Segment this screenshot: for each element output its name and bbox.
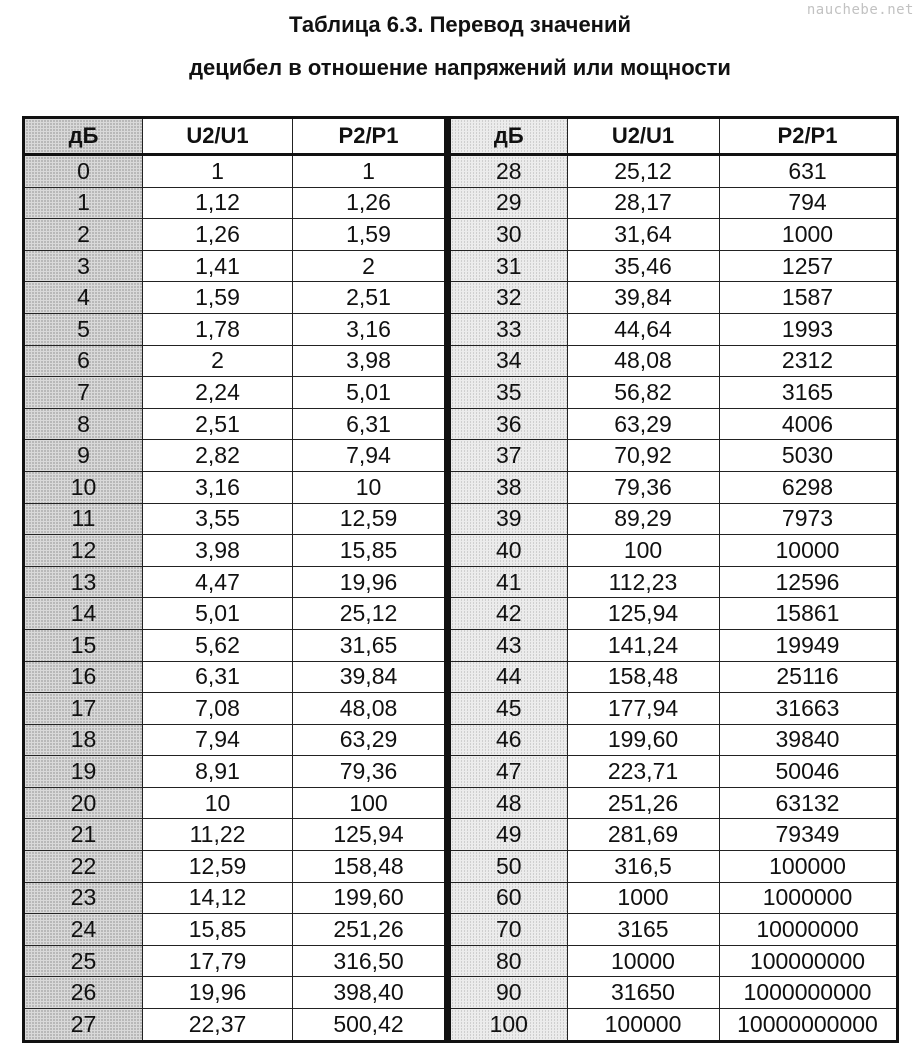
cell-power-ratio: 48,08 <box>293 693 446 725</box>
cell-power-ratio: 25,12 <box>293 598 446 630</box>
cell-voltage-ratio: 177,94 <box>567 693 719 725</box>
cell-voltage-ratio: 100 <box>567 535 719 567</box>
cell-db: 50 <box>449 851 567 883</box>
cell-db: 30 <box>449 219 567 251</box>
cell-voltage-ratio: 251,26 <box>567 787 719 819</box>
conversion-tables <box>22 116 892 1050</box>
cell-power-ratio: 500,42 <box>293 1009 446 1042</box>
cell-db: 46 <box>449 724 567 756</box>
cell-voltage-ratio: 6,31 <box>143 661 293 693</box>
cell-voltage-ratio: 141,24 <box>567 629 719 661</box>
cell-db: 90 <box>449 977 567 1009</box>
cell-voltage-ratio: 17,79 <box>143 945 293 977</box>
cell-db: 24 <box>24 914 143 946</box>
cell-db: 44 <box>449 661 567 693</box>
cell-db: 42 <box>449 598 567 630</box>
right-conversion-table <box>447 116 899 1043</box>
table-row <box>24 945 446 977</box>
cell-voltage-ratio: 19,96 <box>143 977 293 1009</box>
cell-power-ratio: 3165 <box>719 377 897 409</box>
cell-voltage-ratio: 10 <box>143 787 293 819</box>
table-row <box>24 661 446 693</box>
table-row <box>449 219 897 251</box>
cell-voltage-ratio: 89,29 <box>567 503 719 535</box>
table-row <box>449 977 897 1009</box>
cell-power-ratio: 158,48 <box>293 851 446 883</box>
table-row <box>24 535 446 567</box>
cell-db: 47 <box>449 756 567 788</box>
cell-power-ratio: 39,84 <box>293 661 446 693</box>
cell-db: 7 <box>24 377 143 409</box>
cell-power-ratio: 4006 <box>719 408 897 440</box>
cell-db: 33 <box>449 313 567 345</box>
cell-power-ratio: 100000000 <box>719 945 897 977</box>
cell-power-ratio: 5,01 <box>293 377 446 409</box>
table-row <box>24 724 446 756</box>
cell-db: 11 <box>24 503 143 535</box>
cell-voltage-ratio: 8,91 <box>143 756 293 788</box>
cell-power-ratio: 6,31 <box>293 408 446 440</box>
table-row <box>449 503 897 535</box>
cell-db: 32 <box>449 282 567 314</box>
cell-power-ratio: 1 <box>293 155 446 188</box>
table-row <box>24 882 446 914</box>
table-row <box>24 440 446 472</box>
cell-voltage-ratio: 31650 <box>567 977 719 1009</box>
cell-db: 41 <box>449 566 567 598</box>
cell-power-ratio: 794 <box>719 187 897 219</box>
header-row <box>449 118 897 155</box>
cell-voltage-ratio: 3,16 <box>143 471 293 503</box>
table-row <box>449 945 897 977</box>
cell-db: 22 <box>24 851 143 883</box>
table-row <box>24 250 446 282</box>
table-row <box>449 661 897 693</box>
cell-voltage-ratio: 15,85 <box>143 914 293 946</box>
table-row <box>24 566 446 598</box>
table-row <box>449 882 897 914</box>
cell-power-ratio: 19949 <box>719 629 897 661</box>
cell-power-ratio: 10 <box>293 471 446 503</box>
cell-power-ratio: 12596 <box>719 566 897 598</box>
cell-voltage-ratio: 39,84 <box>567 282 719 314</box>
table-row <box>24 787 446 819</box>
cell-power-ratio: 1,59 <box>293 219 446 251</box>
cell-voltage-ratio: 63,29 <box>567 408 719 440</box>
table-title-line-1: Таблица 6.3. Перевод значений <box>288 12 632 37</box>
cell-voltage-ratio: 79,36 <box>567 471 719 503</box>
cell-power-ratio: 2312 <box>719 345 897 377</box>
cell-db: 40 <box>449 535 567 567</box>
cell-db: 15 <box>24 629 143 661</box>
table-row <box>24 313 446 345</box>
cell-db: 60 <box>449 882 567 914</box>
cell-db: 43 <box>449 629 567 661</box>
cell-voltage-ratio: 1,12 <box>143 187 293 219</box>
cell-db: 25 <box>24 945 143 977</box>
cell-power-ratio: 1000 <box>719 219 897 251</box>
cell-power-ratio: 25116 <box>719 661 897 693</box>
cell-voltage-ratio: 7,08 <box>143 693 293 725</box>
table-row <box>449 471 897 503</box>
cell-power-ratio: 100000 <box>719 851 897 883</box>
cell-db: 80 <box>449 945 567 977</box>
cell-power-ratio: 3,16 <box>293 313 446 345</box>
table-row <box>449 819 897 851</box>
cell-power-ratio: 15,85 <box>293 535 446 567</box>
table-row <box>449 313 897 345</box>
cell-power-ratio: 6298 <box>719 471 897 503</box>
cell-voltage-ratio: 125,94 <box>567 598 719 630</box>
table-row <box>24 503 446 535</box>
cell-power-ratio: 199,60 <box>293 882 446 914</box>
table-row <box>449 724 897 756</box>
cell-voltage-ratio: 2,24 <box>143 377 293 409</box>
cell-db: 0 <box>24 155 143 188</box>
cell-voltage-ratio: 3165 <box>567 914 719 946</box>
cell-power-ratio: 5030 <box>719 440 897 472</box>
cell-voltage-ratio: 158,48 <box>567 661 719 693</box>
table-row <box>449 535 897 567</box>
cell-power-ratio: 125,94 <box>293 819 446 851</box>
table-row <box>449 914 897 946</box>
cell-voltage-ratio: 35,46 <box>567 250 719 282</box>
table-row <box>24 977 446 1009</box>
cell-power-ratio: 1587 <box>719 282 897 314</box>
table-title-line-2: децибел в отношение напряжений или мощности <box>189 55 731 80</box>
cell-power-ratio: 398,40 <box>293 977 446 1009</box>
cell-db: 29 <box>449 187 567 219</box>
table-row <box>24 408 446 440</box>
cell-voltage-ratio: 70,92 <box>567 440 719 472</box>
cell-db: 35 <box>449 377 567 409</box>
table-row <box>24 282 446 314</box>
cell-db: 100 <box>449 1009 567 1042</box>
cell-db: 36 <box>449 408 567 440</box>
left-conversion-table <box>22 116 447 1043</box>
cell-power-ratio: 39840 <box>719 724 897 756</box>
table-row <box>449 155 897 188</box>
cell-db: 5 <box>24 313 143 345</box>
cell-db: 1 <box>24 187 143 219</box>
cell-power-ratio: 79349 <box>719 819 897 851</box>
cell-power-ratio: 100 <box>293 787 446 819</box>
cell-voltage-ratio: 223,71 <box>567 756 719 788</box>
table-row <box>449 756 897 788</box>
table-row <box>24 471 446 503</box>
cell-db: 9 <box>24 440 143 472</box>
cell-voltage-ratio: 4,47 <box>143 566 293 598</box>
cell-db: 70 <box>449 914 567 946</box>
cell-power-ratio: 31,65 <box>293 629 446 661</box>
cell-db: 48 <box>449 787 567 819</box>
table-row <box>449 566 897 598</box>
cell-voltage-ratio: 1000 <box>567 882 719 914</box>
cell-voltage-ratio: 1,59 <box>143 282 293 314</box>
cell-power-ratio: 316,50 <box>293 945 446 977</box>
cell-db: 3 <box>24 250 143 282</box>
cell-power-ratio: 1993 <box>719 313 897 345</box>
table-row <box>24 819 446 851</box>
cell-power-ratio: 50046 <box>719 756 897 788</box>
cell-power-ratio: 79,36 <box>293 756 446 788</box>
cell-db: 18 <box>24 724 143 756</box>
table-row <box>449 629 897 661</box>
cell-voltage-ratio: 1 <box>143 155 293 188</box>
table-row <box>449 345 897 377</box>
cell-voltage-ratio: 1,78 <box>143 313 293 345</box>
cell-db: 13 <box>24 566 143 598</box>
table-row <box>449 851 897 883</box>
cell-db: 4 <box>24 282 143 314</box>
cell-voltage-ratio: 2,51 <box>143 408 293 440</box>
table-row <box>449 1009 897 1042</box>
cell-db: 37 <box>449 440 567 472</box>
header-power-ratio: P2/P1 <box>293 118 446 155</box>
cell-db: 16 <box>24 661 143 693</box>
table-row <box>24 345 446 377</box>
cell-voltage-ratio: 11,22 <box>143 819 293 851</box>
cell-voltage-ratio: 44,64 <box>567 313 719 345</box>
header-voltage-ratio: U2/U1 <box>567 118 719 155</box>
cell-db: 27 <box>24 1009 143 1042</box>
cell-power-ratio: 1000000000 <box>719 977 897 1009</box>
cell-voltage-ratio: 28,17 <box>567 187 719 219</box>
table-row <box>449 187 897 219</box>
cell-power-ratio: 31663 <box>719 693 897 725</box>
cell-voltage-ratio: 281,69 <box>567 819 719 851</box>
table-row <box>24 693 446 725</box>
cell-power-ratio: 1,26 <box>293 187 446 219</box>
cell-voltage-ratio: 112,23 <box>567 566 719 598</box>
table-row <box>24 914 446 946</box>
cell-power-ratio: 19,96 <box>293 566 446 598</box>
table-row <box>449 377 897 409</box>
cell-power-ratio: 251,26 <box>293 914 446 946</box>
cell-power-ratio: 2 <box>293 250 446 282</box>
cell-voltage-ratio: 22,37 <box>143 1009 293 1042</box>
cell-voltage-ratio: 14,12 <box>143 882 293 914</box>
cell-power-ratio: 2,51 <box>293 282 446 314</box>
header-row <box>24 118 446 155</box>
cell-voltage-ratio: 48,08 <box>567 345 719 377</box>
table-row <box>449 598 897 630</box>
cell-voltage-ratio: 316,5 <box>567 851 719 883</box>
cell-power-ratio: 631 <box>719 155 897 188</box>
cell-power-ratio: 7973 <box>719 503 897 535</box>
cell-db: 38 <box>449 471 567 503</box>
table-row <box>449 408 897 440</box>
cell-voltage-ratio: 5,62 <box>143 629 293 661</box>
cell-voltage-ratio: 25,12 <box>567 155 719 188</box>
cell-power-ratio: 63,29 <box>293 724 446 756</box>
cell-voltage-ratio: 10000 <box>567 945 719 977</box>
cell-db: 2 <box>24 219 143 251</box>
cell-db: 39 <box>449 503 567 535</box>
cell-power-ratio: 15861 <box>719 598 897 630</box>
cell-power-ratio: 63132 <box>719 787 897 819</box>
cell-power-ratio: 3,98 <box>293 345 446 377</box>
table-row <box>24 598 446 630</box>
table-row <box>449 787 897 819</box>
cell-voltage-ratio: 2 <box>143 345 293 377</box>
table-row <box>24 219 446 251</box>
cell-voltage-ratio: 12,59 <box>143 851 293 883</box>
cell-power-ratio: 7,94 <box>293 440 446 472</box>
table-row <box>449 440 897 472</box>
cell-voltage-ratio: 100000 <box>567 1009 719 1042</box>
cell-voltage-ratio: 7,94 <box>143 724 293 756</box>
cell-power-ratio: 1257 <box>719 250 897 282</box>
cell-power-ratio: 10000000000 <box>719 1009 897 1042</box>
cell-voltage-ratio: 3,98 <box>143 535 293 567</box>
table-row <box>449 250 897 282</box>
cell-db: 34 <box>449 345 567 377</box>
cell-db: 31 <box>449 250 567 282</box>
cell-voltage-ratio: 31,64 <box>567 219 719 251</box>
table-row <box>24 756 446 788</box>
table-row <box>24 155 446 188</box>
table-row <box>24 851 446 883</box>
cell-db: 21 <box>24 819 143 851</box>
header-db: дБ <box>24 118 143 155</box>
cell-voltage-ratio: 56,82 <box>567 377 719 409</box>
cell-db: 10 <box>24 471 143 503</box>
cell-db: 28 <box>449 155 567 188</box>
header-db: дБ <box>449 118 567 155</box>
cell-db: 20 <box>24 787 143 819</box>
cell-voltage-ratio: 199,60 <box>567 724 719 756</box>
cell-voltage-ratio: 1,41 <box>143 250 293 282</box>
cell-db: 6 <box>24 345 143 377</box>
cell-db: 26 <box>24 977 143 1009</box>
table-row <box>24 377 446 409</box>
cell-voltage-ratio: 2,82 <box>143 440 293 472</box>
cell-power-ratio: 12,59 <box>293 503 446 535</box>
cell-power-ratio: 10000000 <box>719 914 897 946</box>
table-row <box>24 187 446 219</box>
cell-db: 14 <box>24 598 143 630</box>
cell-db: 12 <box>24 535 143 567</box>
cell-voltage-ratio: 5,01 <box>143 598 293 630</box>
cell-db: 17 <box>24 693 143 725</box>
cell-voltage-ratio: 3,55 <box>143 503 293 535</box>
table-row <box>24 629 446 661</box>
table-row <box>24 1009 446 1042</box>
header-power-ratio: P2/P1 <box>719 118 897 155</box>
header-voltage-ratio: U2/U1 <box>143 118 293 155</box>
cell-db: 49 <box>449 819 567 851</box>
cell-db: 8 <box>24 408 143 440</box>
cell-power-ratio: 1000000 <box>719 882 897 914</box>
table-row <box>449 282 897 314</box>
cell-db: 23 <box>24 882 143 914</box>
cell-power-ratio: 10000 <box>719 535 897 567</box>
cell-db: 19 <box>24 756 143 788</box>
cell-voltage-ratio: 1,26 <box>143 219 293 251</box>
table-row <box>449 693 897 725</box>
watermark: nauchebe.net <box>806 2 914 18</box>
cell-db: 45 <box>449 693 567 725</box>
